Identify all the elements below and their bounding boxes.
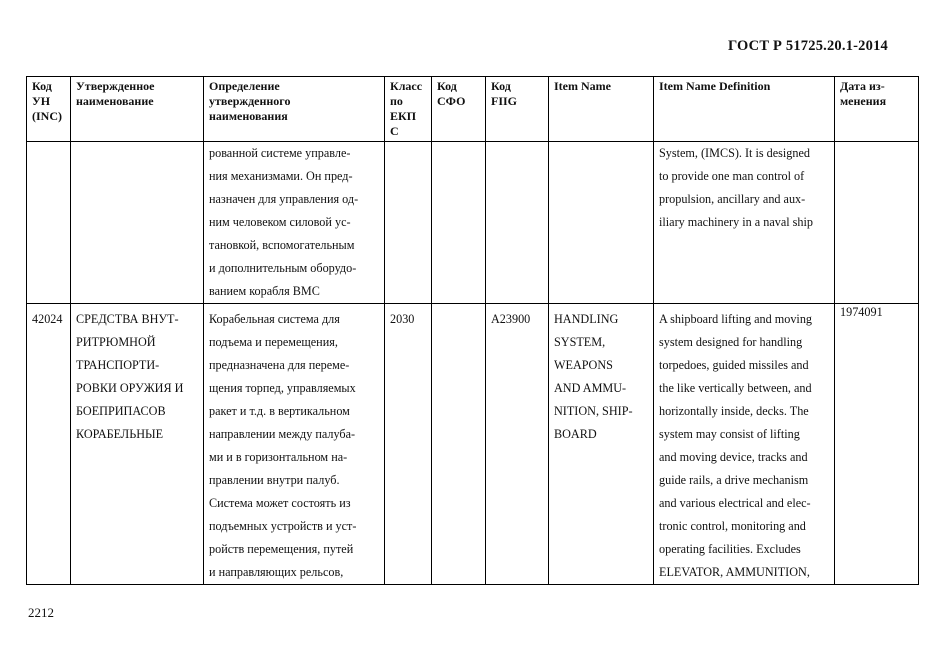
cell-sfo [432, 304, 485, 308]
table-row [27, 304, 919, 585]
header-cell [432, 77, 486, 142]
cell-class: 2030 [390, 312, 415, 326]
header-item-definition: Item Name Definition [659, 79, 771, 93]
table-cell [486, 304, 549, 585]
header-cell [385, 77, 432, 142]
cell-date: 1974091 [840, 305, 883, 319]
table-cell [71, 304, 204, 585]
header-item-name: Item Name [554, 79, 611, 93]
page-number: 2212 [28, 605, 54, 620]
cell-code: 42024 [32, 312, 63, 326]
table-cell [385, 142, 432, 304]
table-cell [835, 142, 919, 304]
document-standard-title: ГОСТ Р 51725.20.1-2014 [727, 38, 888, 54]
table-cell [71, 142, 204, 304]
header-cell [71, 77, 204, 142]
header-approved-name: Утвержденное наименование [76, 79, 155, 108]
table-cell [486, 142, 549, 304]
header-cell [27, 77, 71, 142]
header-definition: Определение утвержденного наименования [209, 79, 291, 123]
cell-item-definition: System, (IMCS). It is designed to provide one man control of propulsion, ancillary and aux- iliary machinery in a naval ship [659, 146, 813, 229]
classification-table [26, 76, 919, 585]
cell-fiig: A23900 [491, 312, 531, 326]
header-class: Класс по ЕКП С [390, 79, 423, 138]
cell-definition-ru: рованной системе управле- ния механизмами. Он пред- назначен для управления од- ним человеком силовой ус- тановкой, вспомогательным и дополнительным оборудо- ванием корабля ВМС [209, 146, 359, 298]
header-cell [654, 77, 835, 142]
header-cell [486, 77, 549, 142]
table-cell [27, 142, 71, 304]
header-code-inc: Код УН (INC) [32, 79, 62, 123]
table-cell [432, 304, 486, 585]
header-cell [549, 77, 654, 142]
cell-name-ru: СРЕДСТВА ВНУТ- РИТРЮМНОЙ ТРАНСПОРТИ- РОВКИ ОРУЖИЯ И БОЕПРИПАСОВ КОРАБЕЛЬНЫЕ [76, 312, 184, 441]
cell-definition-ru: Корабельная система для подъема и перемещения, предназначена для переме- щения торпед, управляемых ракет и т.д. в вертикальном направлении между палуба- ми и в горизонтальном на- правлении внутри палуб. Система может состоять из подъемных устройств и уст- ройств перемещения, путей и направляющих рельсов, [209, 312, 357, 579]
table-cell [654, 142, 835, 304]
table-cell [204, 304, 385, 585]
header-sfo: Код СФО [437, 79, 466, 108]
table-cell [835, 304, 919, 585]
table-cell [27, 304, 71, 585]
table-cell [654, 304, 835, 585]
header-cell [204, 77, 385, 142]
table-cell [385, 304, 432, 585]
table-cell [204, 142, 385, 304]
table-row [27, 142, 919, 304]
header-fiig: Код FIIG [491, 79, 518, 108]
table-cell [432, 142, 486, 304]
table-cell [549, 304, 654, 585]
table-header-row [27, 77, 919, 142]
header-change-date: Дата из- менения [840, 79, 887, 108]
header-cell [835, 77, 919, 142]
cell-item-name: HANDLING SYSTEM, WEAPONS AND AMMU- NITION, SHIP- BOARD [554, 312, 633, 441]
cell-item-definition: A shipboard lifting and moving system designed for handling torpedoes, guided missiles and the like vertically between, and horizontally inside, decks. The system may consist of lifting and moving device, tracks and guide rails, a drive mechanism and various electrical and elec- tronic control, monitoring and operating facilities. Excludes ELEVATOR, AMMUNITION, [659, 312, 813, 579]
table-cell [549, 142, 654, 304]
